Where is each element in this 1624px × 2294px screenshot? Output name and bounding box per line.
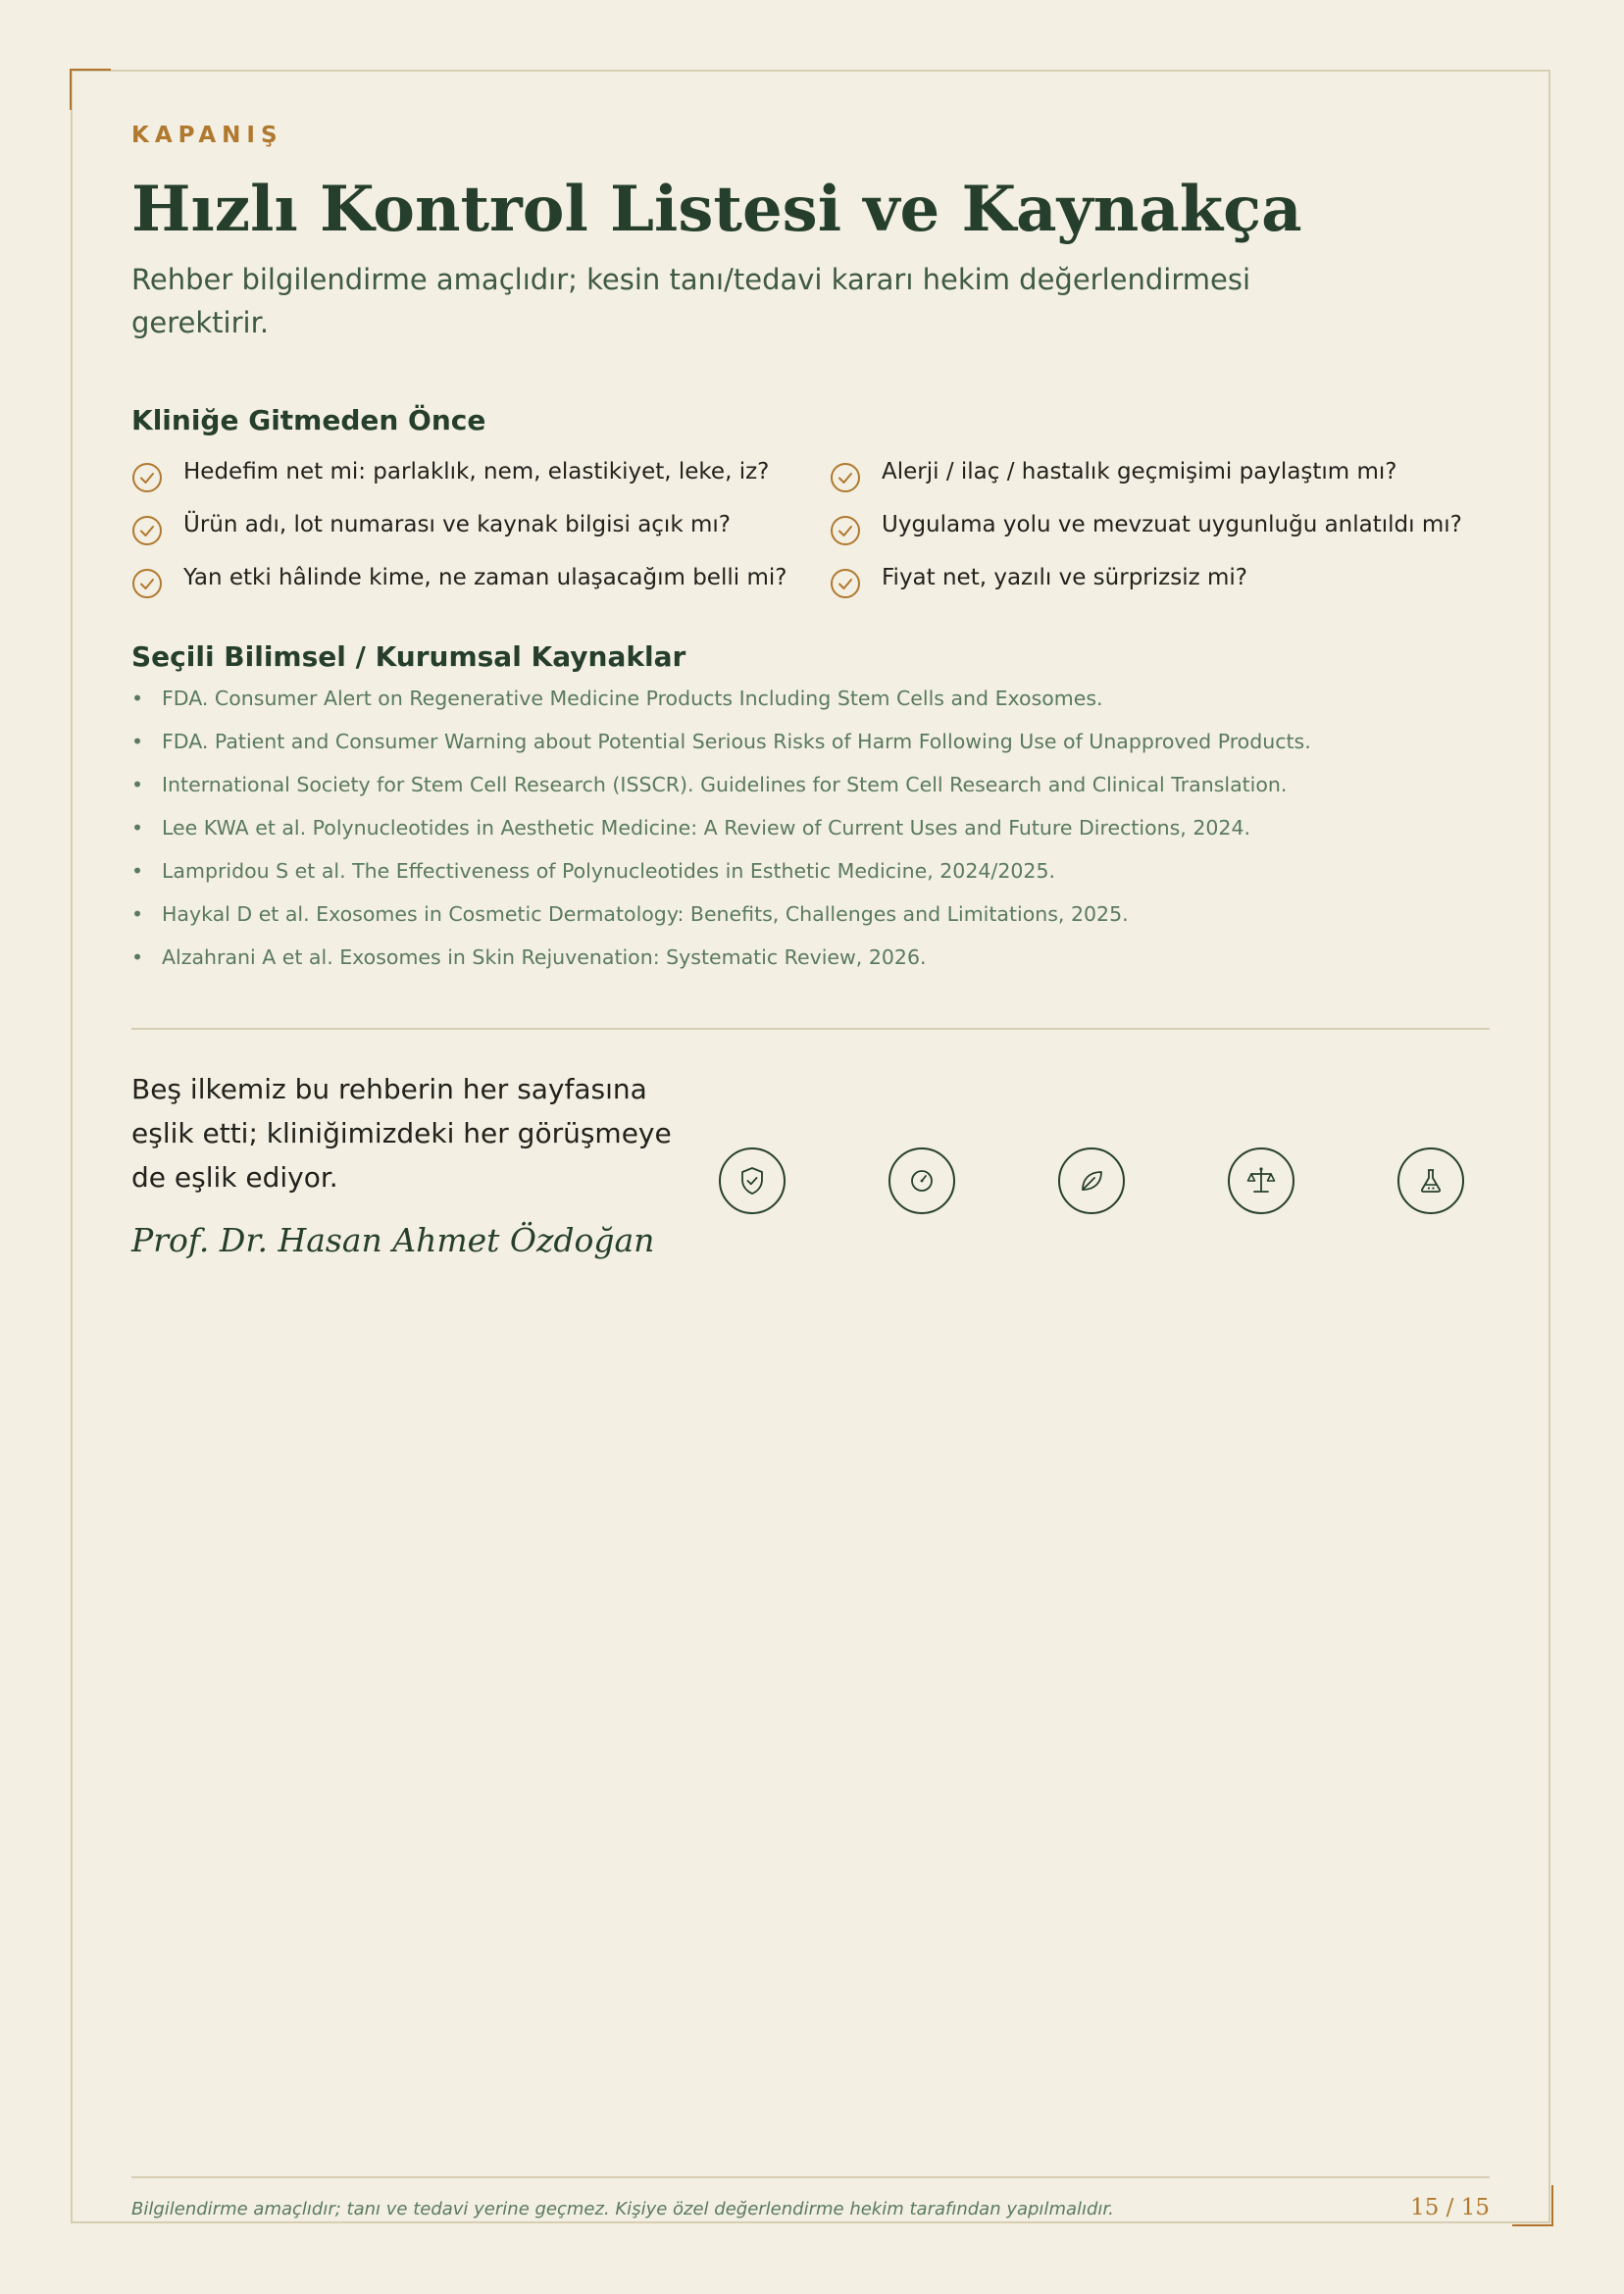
author-signature: Prof. Dr. Hasan Ahmet Özdoğan bbox=[131, 1221, 655, 1259]
checklist-item bbox=[131, 565, 787, 604]
checklist-item-label: Fiyat net, yazılı ve sürprizsiz mi? bbox=[882, 565, 1247, 590]
bullet-icon: • bbox=[131, 687, 144, 710]
checklist-item-label: Alerji / ilaç / hastalık geçmişimi paylaştım mı? bbox=[882, 459, 1397, 484]
bullet-icon: • bbox=[131, 730, 144, 753]
reference-text: Haykal D et al. Exosomes in Cosmetic Dermatology: Benefits, Challenges and Limitations, 2025. bbox=[162, 902, 1129, 926]
reference-text: FDA. Patient and Consumer Warning about Potential Serious Risks of Harm Following Use of Unapproved Products. bbox=[162, 730, 1311, 753]
checklist-heading: Kliniğe Gitmeden Önce bbox=[131, 404, 486, 436]
checklist-item-label: Uygulama yolu ve mevzuat uygunluğu anlatıldı mı? bbox=[882, 512, 1462, 537]
checklist-item bbox=[830, 565, 1247, 604]
bullet-icon: • bbox=[131, 816, 144, 840]
section-eyebrow: KAPANIŞ bbox=[131, 123, 283, 148]
check-circle-icon bbox=[830, 462, 861, 493]
reference-text: Lampridou S et al. The Effectiveness of Polynucleotides in Esthetic Medicine, 2024/2025. bbox=[162, 859, 1056, 883]
balance-scale-icon bbox=[1228, 1147, 1294, 1214]
bullet-icon: • bbox=[131, 859, 144, 883]
gauge-icon bbox=[888, 1147, 955, 1214]
shield-check-icon bbox=[719, 1147, 786, 1214]
footer-divider bbox=[131, 2176, 1490, 2178]
checklist-item bbox=[830, 512, 1462, 551]
references-heading: Seçili Bilimsel / Kurumsal Kaynaklar bbox=[131, 640, 686, 673]
corner-accent-bottom-right bbox=[1512, 2185, 1553, 2226]
section-divider bbox=[131, 1028, 1490, 1030]
check-circle-icon bbox=[131, 462, 163, 493]
footer-disclaimer: Bilgilendirme amaçlıdır; tanı ve tedavi yerine geçmez. Kişiye özel değerlendirme hekim tarafından yapılmalıdır. bbox=[131, 2199, 1114, 2219]
bullet-icon: • bbox=[131, 945, 144, 969]
checklist-item-label: Yan etki hâlinde kime, ne zaman ulaşacağım belli mi? bbox=[183, 565, 787, 590]
reference-text: International Society for Stem Cell Research (ISSCR). Guidelines for Stem Cell Research and Clinical Translation. bbox=[162, 773, 1288, 796]
checklist-item-label: Ürün adı, lot numarası ve kaynak bilgisi açık mı? bbox=[183, 512, 731, 537]
reference-text: Lee KWA et al. Polynucleotides in Aesthetic Medicine: A Review of Current Uses and Future Directions, 2024. bbox=[162, 816, 1251, 840]
check-circle-icon bbox=[131, 515, 163, 546]
reference-text: FDA. Consumer Alert on Regenerative Medicine Products Including Stem Cells and Exosomes. bbox=[162, 687, 1103, 710]
page-subtitle: Rehber bilgilendirme amaçlıdır; kesin tanı/tedavi kararı hekim değerlendirmesi gerektirir. bbox=[131, 263, 1251, 339]
checklist-item bbox=[131, 512, 731, 551]
page-number: 15 / 15 bbox=[1410, 2195, 1490, 2220]
checklist-item bbox=[131, 459, 769, 498]
leaf-icon bbox=[1058, 1147, 1125, 1214]
reference-text: Alzahrani A et al. Exosomes in Skin Rejuvenation: Systematic Review, 2026. bbox=[162, 945, 927, 969]
check-circle-icon bbox=[830, 568, 861, 599]
bullet-icon: • bbox=[131, 902, 144, 926]
closing-text: Beş ilkemiz bu rehberin her sayfasına eşlik etti; kliniğimizdeki her görüşmeye de eşlik ediyor. bbox=[131, 1073, 672, 1194]
checklist-item bbox=[830, 459, 1397, 498]
corner-accent-top-left bbox=[70, 69, 111, 110]
checklist-item-label: Hedefim net mi: parlaklık, nem, elastikiyet, leke, iz? bbox=[183, 459, 770, 484]
bullet-icon: • bbox=[131, 773, 144, 796]
check-circle-icon bbox=[131, 568, 163, 599]
page-title: Hızlı Kontrol Listesi ve Kaynakça bbox=[131, 173, 1302, 246]
flask-icon bbox=[1397, 1147, 1464, 1214]
check-circle-icon bbox=[830, 515, 861, 546]
